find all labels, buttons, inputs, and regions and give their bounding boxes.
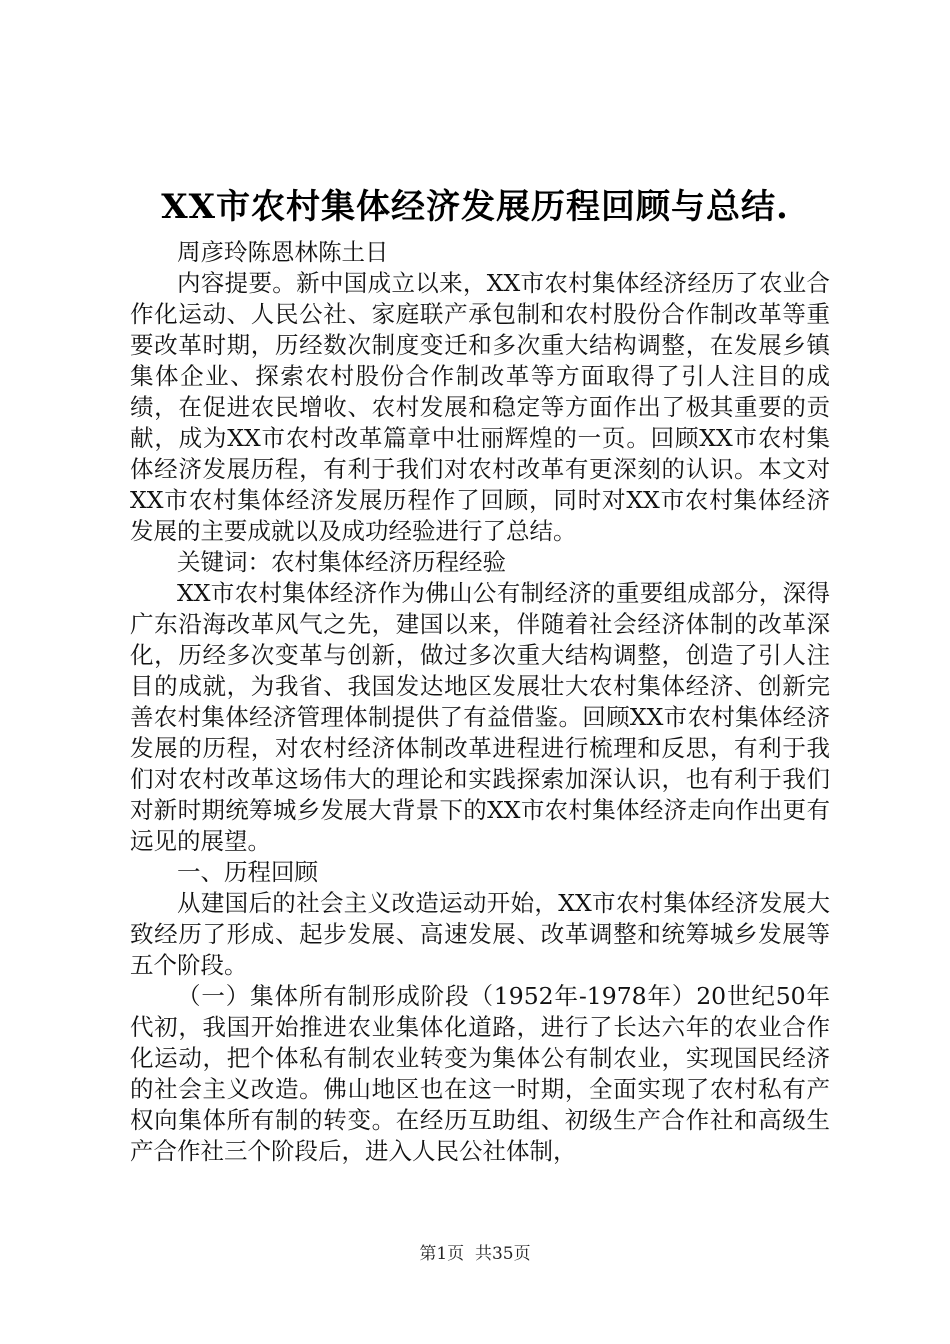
authors-line: 周彦玲陈恩林陈土日 — [177, 238, 389, 266]
abstract-paragraph: 内容提要。新中国成立以来，XX市农村集体经济经历了农业合作化运动、人民公社、家庭联产承包制和农村股份合作制改革等重要改革时期，历经数次制度变迁和多次重大结构调整，在发展乡镇集体企业、探索农村股份合作制改革等方面取得了引人注目的成绩，在促进农民增收、农村发展和稳定等方面作出了极其重要的贡献，成为XX市农村改革篇章中壮丽辉煌的一页。回顾XX市农村集体经济发展历程，有利于我们对农村改革有更深刻的认识。本文对XX市农村集体经济发展历程作了回顾，同时对XX市农村集体经济发展的主要成就以及成功经验进行了总结。 — [130, 269, 830, 545]
document-title: XX市农村集体经济发展历程回顾与总结. — [161, 187, 789, 227]
section-heading: 一、历程回顾 — [177, 858, 318, 886]
page-footer: 第1页 共35页 — [419, 1244, 531, 1264]
body-paragraph: 从建国后的社会主义改造运动开始，XX市农村集体经济发展大致经历了形成、起步发展、高速发展、改革调整和统筹城乡发展等五个阶段。 — [130, 889, 830, 979]
keywords-line: 关键词：农村集体经济历程经验 — [177, 548, 506, 576]
intro-paragraph: XX市农村集体经济作为佛山公有制经济的重要组成部分，深得广东沿海改革风气之先，建国以来，伴随着社会经济体制的改革深化，历经多次变革与创新，做过多次重大结构调整，创造了引人注目的成就，为我省、我国发达地区发展壮大农村集体经济、创新完善农村集体经济管理体制提供了有益借鉴。回顾XX市农村集体经济发展的历程，对农村经济体制改革进程进行梳理和反思，有利于我们对农村改革这场伟大的理论和实践探索加深认识，也有利于我们对新时期统筹城乡发展大背景下的XX市农村集体经济走向作出更有远见的展望。 — [130, 579, 830, 855]
body-paragraph: （一）集体所有制形成阶段（1952年-1978年）20世纪50年代初，我国开始推进农业集体化道路，进行了长达六年的农业合作化运动，把个体私有制农业转变为集体公有制农业，实现国民经济的社会主义改造。佛山地区也在这一时期，全面实现了农村私有产权向集体所有制的转变。在经历互助组、初级生产合作社和高级生产合作社三个阶段后，进入人民公社体制， — [130, 982, 830, 1165]
document-body — [130, 237, 830, 1167]
